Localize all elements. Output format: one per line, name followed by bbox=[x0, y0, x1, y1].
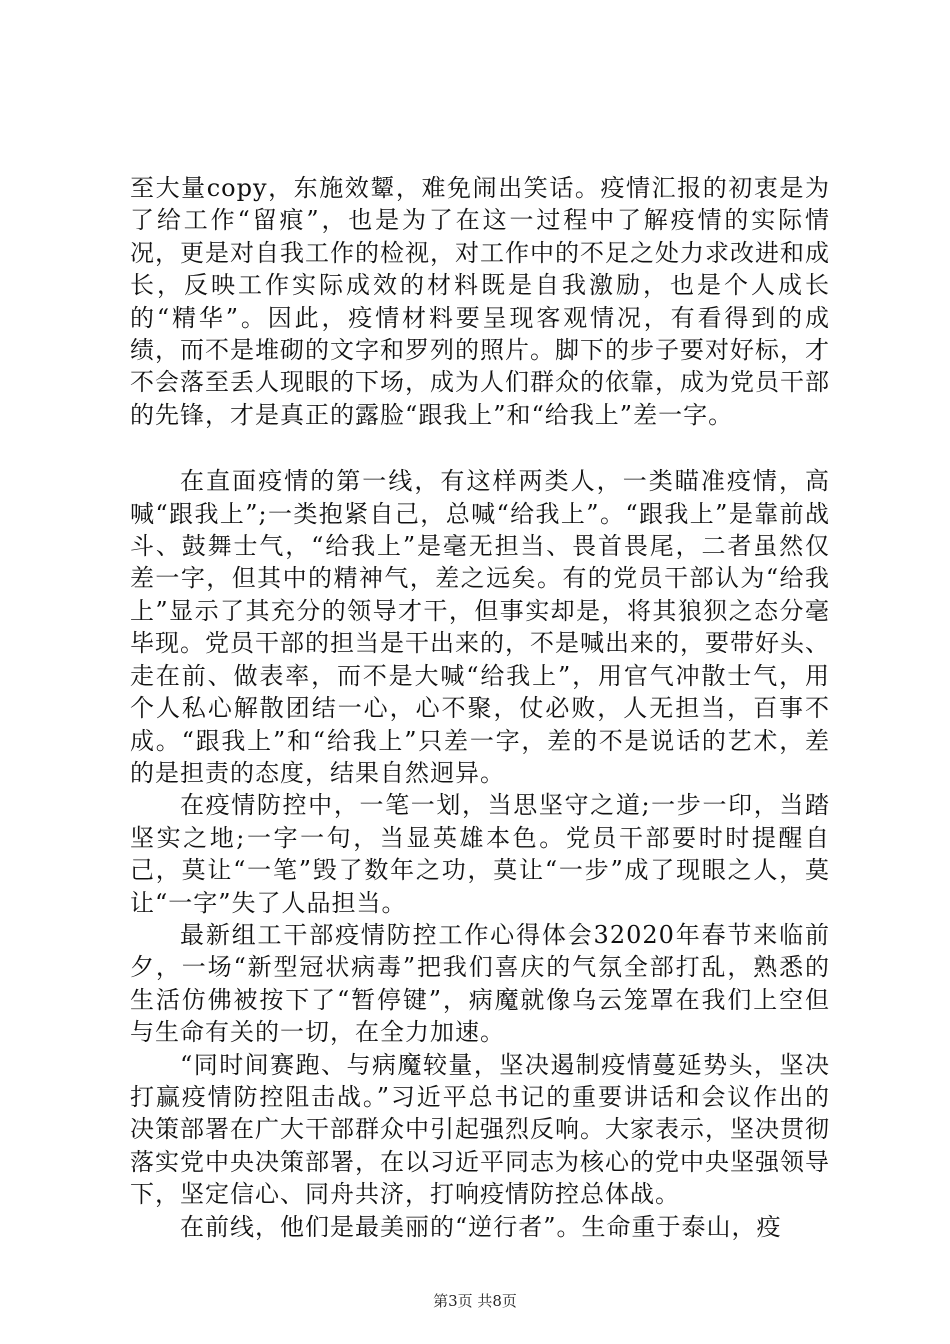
page-footer: 第3页 共8页 bbox=[433, 1292, 517, 1310]
paragraph-5: “同时间赛跑、与病魔较量，坚决遏制疫情蔓延势头，坚决打赢疫情防控阻击战。”习近平总书记的重要讲话和会议作出的决策部署在广大干部群众中引起强烈反响。大家表示，坚决贯彻落实党中央决策部署，在以习近平同志为核心的党中央坚强领导下，坚定信心、同舟共济，打响疫情防控总体战。 bbox=[130, 1050, 830, 1209]
paragraph-1: 至大量copy，东施效颦，难免闹出笑话。疫情汇报的初衷是为了给工作“留痕”，也是为了在这一过程中了解疫情的实际情况，更是对自我工作的检视，对工作中的不足之处力求改进和成长，反映工作实际成效的材料既是自我激励，也是个人成长的“精华”。因此，疫情材料要呈现客观情况，有看得到的成绩，而不是堆砌的文字和罗列的照片。脚下的步子要对好标，才不会落至丢人现眼的下场，成为人们群众的依靠，成为党员干部的先锋，才是真正的露脸“跟我上”和“给我上”差一字。 bbox=[130, 174, 830, 429]
paragraph-6: 在前线，他们是最美丽的“逆行者”。生命重于泰山，疫 bbox=[180, 1212, 782, 1241]
paragraph-4: 最新组工干部疫情防控工作心得体会32020年春节来临前夕，一场“新型冠状病毒”把我们喜庆的气氛全部打乱，熟悉的生活仿佛被按下了“暂停键”，病魔就像乌云笼罩在我们上空但与生命有关的一切，在全力加速。 bbox=[130, 920, 830, 1047]
document-body bbox=[130, 172, 830, 1243]
paragraph-2: 在直面疫情的第一线，有这样两类人，一类瞄准疫情，高喊“跟我上”;一类抱紧自己，总喊“给我上”。“跟我上”是靠前战斗、鼓舞士气，“给我上”是毫无担当、畏首畏尾，二者虽然仅差一字，但其中的精神气，差之远矣。有的党员干部认为“给我上”显示了其充分的领导才干，但事实却是，将其狼狈之态分毫毕现。党员干部的担当是干出来的，不是喊出来的，要带好头、走在前、做表率，而不是大喊“给我上”，用官气冲散士气，用个人私心解散团结一心，心不聚，仗必败，人无担当，百事不成。“跟我上”和“给我上”只差一字，差的不是说话的艺术，差的是担责的态度，结果自然迥异。 bbox=[130, 467, 830, 787]
paragraph-3: 在疫情防控中，一笔一划，当思坚守之道;一步一印，当踏坚实之地;一字一句，当显英雄本色。党员干部要时时提醒自己，莫让“一笔”毁了数年之功，莫让“一步”成了现眼之人，莫让“一字”失了人品担当。 bbox=[130, 791, 830, 917]
